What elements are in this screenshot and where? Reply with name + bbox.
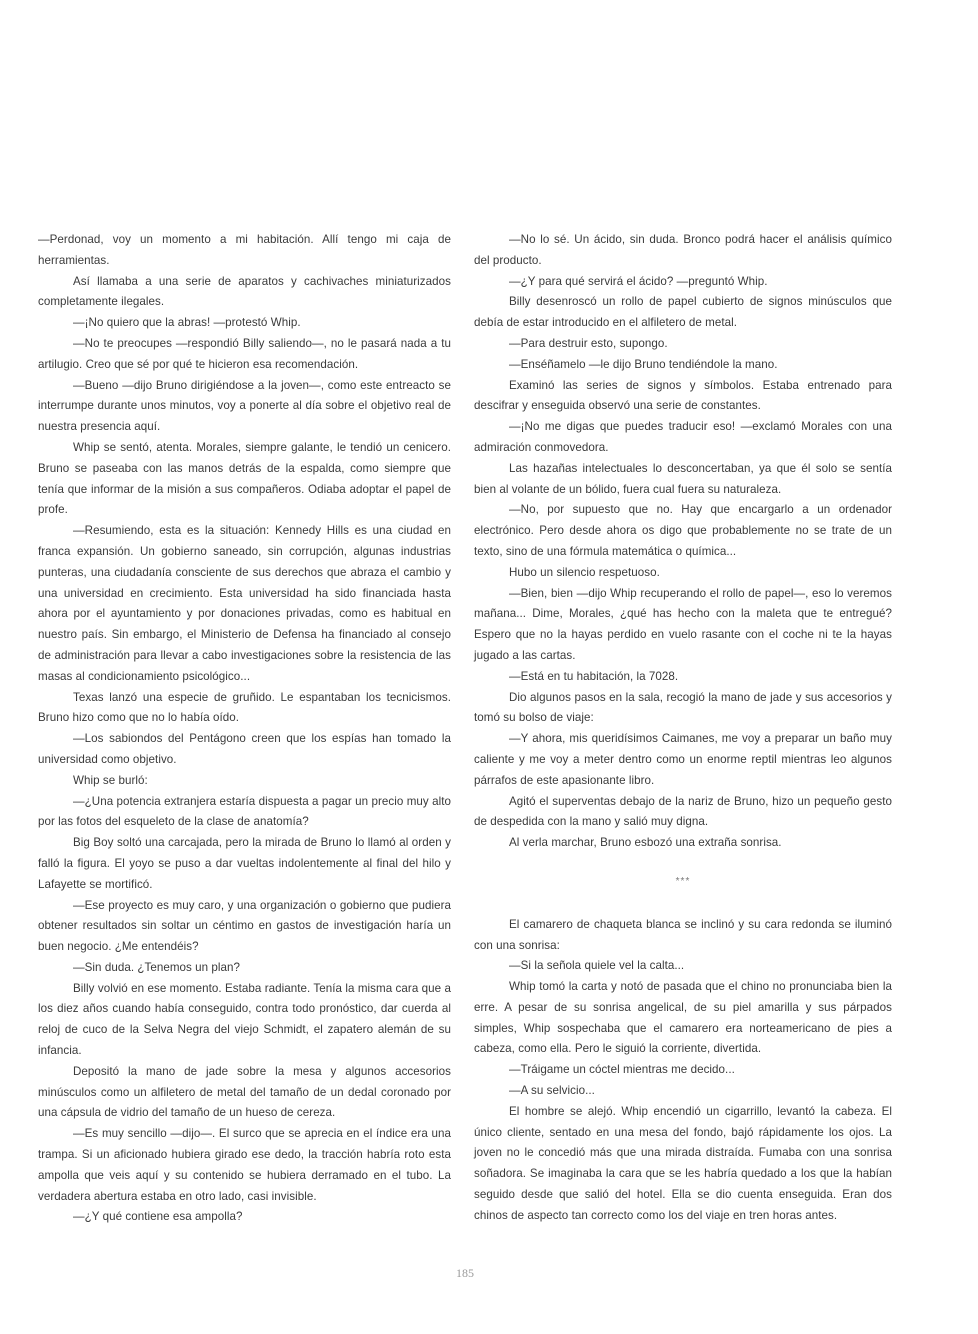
paragraph: Dio algunos pasos en la sala, recogió la mano de jade y sus accesorios y tomó su bolso de viaje: xyxy=(474,690,892,725)
paragraph: —Y ahora, mis queridísimos Caimanes, me voy a preparar un baño muy caliente y me voy a meter dentro como un enorme reptil mientras leo algunos párrafos de este apasionante libro. xyxy=(474,732,892,787)
paragraph: —¿Y para qué servirá el ácido? —preguntó Whip. xyxy=(509,274,768,288)
paragraph: —¿Una potencia extranjera estaría dispuesta a pagar un precio muy alto por las fotos del esqueleto de la clase de anatomía? xyxy=(38,794,451,829)
paragraph: —Perdonad, voy un momento a mi habitación. Allí tengo mi caja de herramientas. xyxy=(38,233,451,267)
paragraph: —A su selvicio... xyxy=(509,1084,595,1098)
paragraph: Big Boy soltó una carcajada, pero la mirada de Bruno lo llamó al orden y falló la figura. El yoyo se puso a dar vueltas indolentemente al final del hilo y Lafayette se mortificó. xyxy=(38,836,451,891)
paragraph: —¡No me digas que puedes traducir eso! —exclamó Morales con una admiración conmovedora. xyxy=(474,420,892,454)
paragraph: Agitó el superventas debajo de la nariz de Bruno, hizo un pequeño gesto de despedida con la mano y salió muy digna. xyxy=(474,794,892,829)
paragraph: —No lo sé. Un ácido, sin duda. Bronco podrá hacer el análisis químico del producto. xyxy=(474,233,892,267)
paragraph: Examinó las series de signos y símbolos. Estaba entrenado para descifrar y enseguida observó una serie de constantes. xyxy=(474,378,892,413)
paragraph: —Enséñamelo —le dijo Bruno tendiéndole la mano. xyxy=(509,357,778,371)
paragraph: —Los sabiondos del Pentágono creen que los espías han tomado la universidad como objetivo. xyxy=(38,732,451,766)
paragraph: —Tráigame un cóctel mientras me decido... xyxy=(509,1063,735,1077)
right-column-second-section xyxy=(474,915,892,1227)
paragraph: Whip tomó la carta y notó de pasada que el chino no pronunciaba bien la erre. A pesar de su sonrisa angelical, de su piel amarilla y sus párpados simples, Whip sospechaba que el camarero era norteamericano de pies a cabeza, como ella. Pero le siguió la corriente, divertida. xyxy=(474,980,892,1056)
paragraph: —No, por supuesto que no. Hay que encargarlo a un ordenador electrónico. Pero desde ahora os digo que probablemente no se trate de un texto, sino de una fórmula matemática o química... xyxy=(474,503,892,558)
paragraph: Al verla marchar, Bruno esbozó una extraña sonrisa. xyxy=(509,836,782,850)
paragraph: —Ese proyecto es muy caro, y una organización o gobierno que pudiera obtener resultados sin soltar un céntimo en gastos de investigación haría un buen negocio. ¿Me entendéis? xyxy=(38,898,451,954)
paragraph: —¿Y qué contiene esa ampolla? xyxy=(73,1210,243,1224)
paragraph: —Sin duda. ¿Tenemos un plan? xyxy=(73,960,241,974)
paragraph: —¡No quiero que la abras! —protestó Whip. xyxy=(73,316,301,330)
paragraph: Depositó la mano de jade sobre la mesa y algunos accesorios minúsculos como un alfiletero de metal del tamaño de un dedal coronado por una cápsula de vidrio del tamaño de un hueso de cereza. xyxy=(38,1064,451,1120)
paragraph: —Bueno —dijo Bruno dirigiéndose a la joven—, como este entreacto se interrumpe durante unos minutos, voy a ponerte al día sobre el objetivo real de nuestra presencia aquí. xyxy=(38,378,451,434)
paragraph: —Es muy sencillo —dijo—. El surco que se aprecia en el índice era una trampa. Si un aficionado hubiera girado ese dedo, la tracción habría roto esta ampolla que veis aquí y su contenido se hubiera derramado en el tubo. La verdadera abertura estaba en otro lado, casi invisible. xyxy=(38,1127,451,1203)
paragraph: Las hazañas intelectuales lo desconcertaban, ya que él solo se sentía bien al volante de un bólido, fuera cual fuera su naturaleza. xyxy=(474,461,892,496)
right-column xyxy=(474,230,892,1227)
paragraph: —Para destruir esto, supongo. xyxy=(509,336,668,350)
section-separator: *** xyxy=(675,875,691,887)
paragraph: Billy desenroscó un rollo de papel cubierto de signos minúsculos que debía de estar introducido en el alfiletero de metal. xyxy=(474,295,892,330)
paragraph: Billy volvió en ese momento. Estaba radiante. Tenía la misma cara que a los diez años cuando había conseguido, contra todo pronóstico, dar cuerda al reloj de cuco de la Selva Negra del viejo Schmidt, el zapatero alemán de su infancia. xyxy=(38,981,451,1058)
paragraph: —Resumiendo, esta es la situación: Kennedy Hills es una ciudad en franca expansión. Un gobierno saneado, sin corrupción, algunas industrias punteras, una ciudadanía consciente de sus derechos que abraza el cambio y una universidad en crecimiento. Esta universidad ha sido financiada hasta ahora por el ayuntamiento y por donaciones privadas, como es habitual en nuestro país. Sin embargo, el Ministerio de Defensa ha financiado al consejo de administración para llevar a cabo investigaciones sobre la resistencia de las masas al condicionamiento psicológico... xyxy=(38,524,451,683)
paragraph: Whip se sentó, atenta. Morales, siempre galante, le tendió un cenicero. Bruno se paseaba con las manos detrás de la espalda, como siempre que tenía que informar de la misión a sus compañeros. Odiaba adoptar el papel de profe. xyxy=(38,440,451,517)
paragraph: —Si la señola quiele vel la calta... xyxy=(509,959,685,973)
page-number: 185 xyxy=(456,1266,474,1280)
paragraph: —Está en tu habitación, la 7028. xyxy=(509,669,679,683)
paragraph: Así llamaba a una serie de aparatos y cachivaches miniaturizados completamente ilegales. xyxy=(38,274,451,309)
paragraph: —No te preocupes —respondió Billy saliendo—, no le pasará nada a tu artilugio. Creo que sé por qué te hicieron esa recomendación. xyxy=(38,336,451,371)
right-column-first-section xyxy=(474,230,892,854)
paragraph: El hombre se alejó. Whip encendió un cigarrillo, levantó la cabeza. El único cliente, sentado en una mesa del fondo, bajó rápidamente los ojos. La joven no le concedió más que una mirada distraída. Fumaba con una sonrisa soñadora. Se imaginaba la cara que se les habría quedado a los que la habían seguido desde que salió del hotel. Ella se dio cuenta enseguida. Eran dos chinos de aspecto tan correcto como los del viaje en tren horas antes. xyxy=(474,1104,892,1222)
paragraph: Hubo un silencio respetuoso. xyxy=(509,565,660,579)
paragraph: Texas lanzó una especie de gruñido. Le espantaban los tecnicismos. Bruno hizo como que no lo había oído. xyxy=(38,690,451,725)
paragraph: —Bien, bien —dijo Whip recuperando el rollo de papel—, eso lo veremos mañana... Dime, Morales, ¿qué has hecho con la maleta que te entregué? Espero que no la hayas perdido en vuelo rasante con el coche ni te la hayas jugado a las cartas. xyxy=(474,586,892,662)
paragraph: El camarero de chaqueta blanca se inclinó y su cara redonda se iluminó con una sonrisa: xyxy=(474,917,892,952)
left-column xyxy=(38,230,451,1228)
paragraph: Whip se burló: xyxy=(73,773,148,787)
